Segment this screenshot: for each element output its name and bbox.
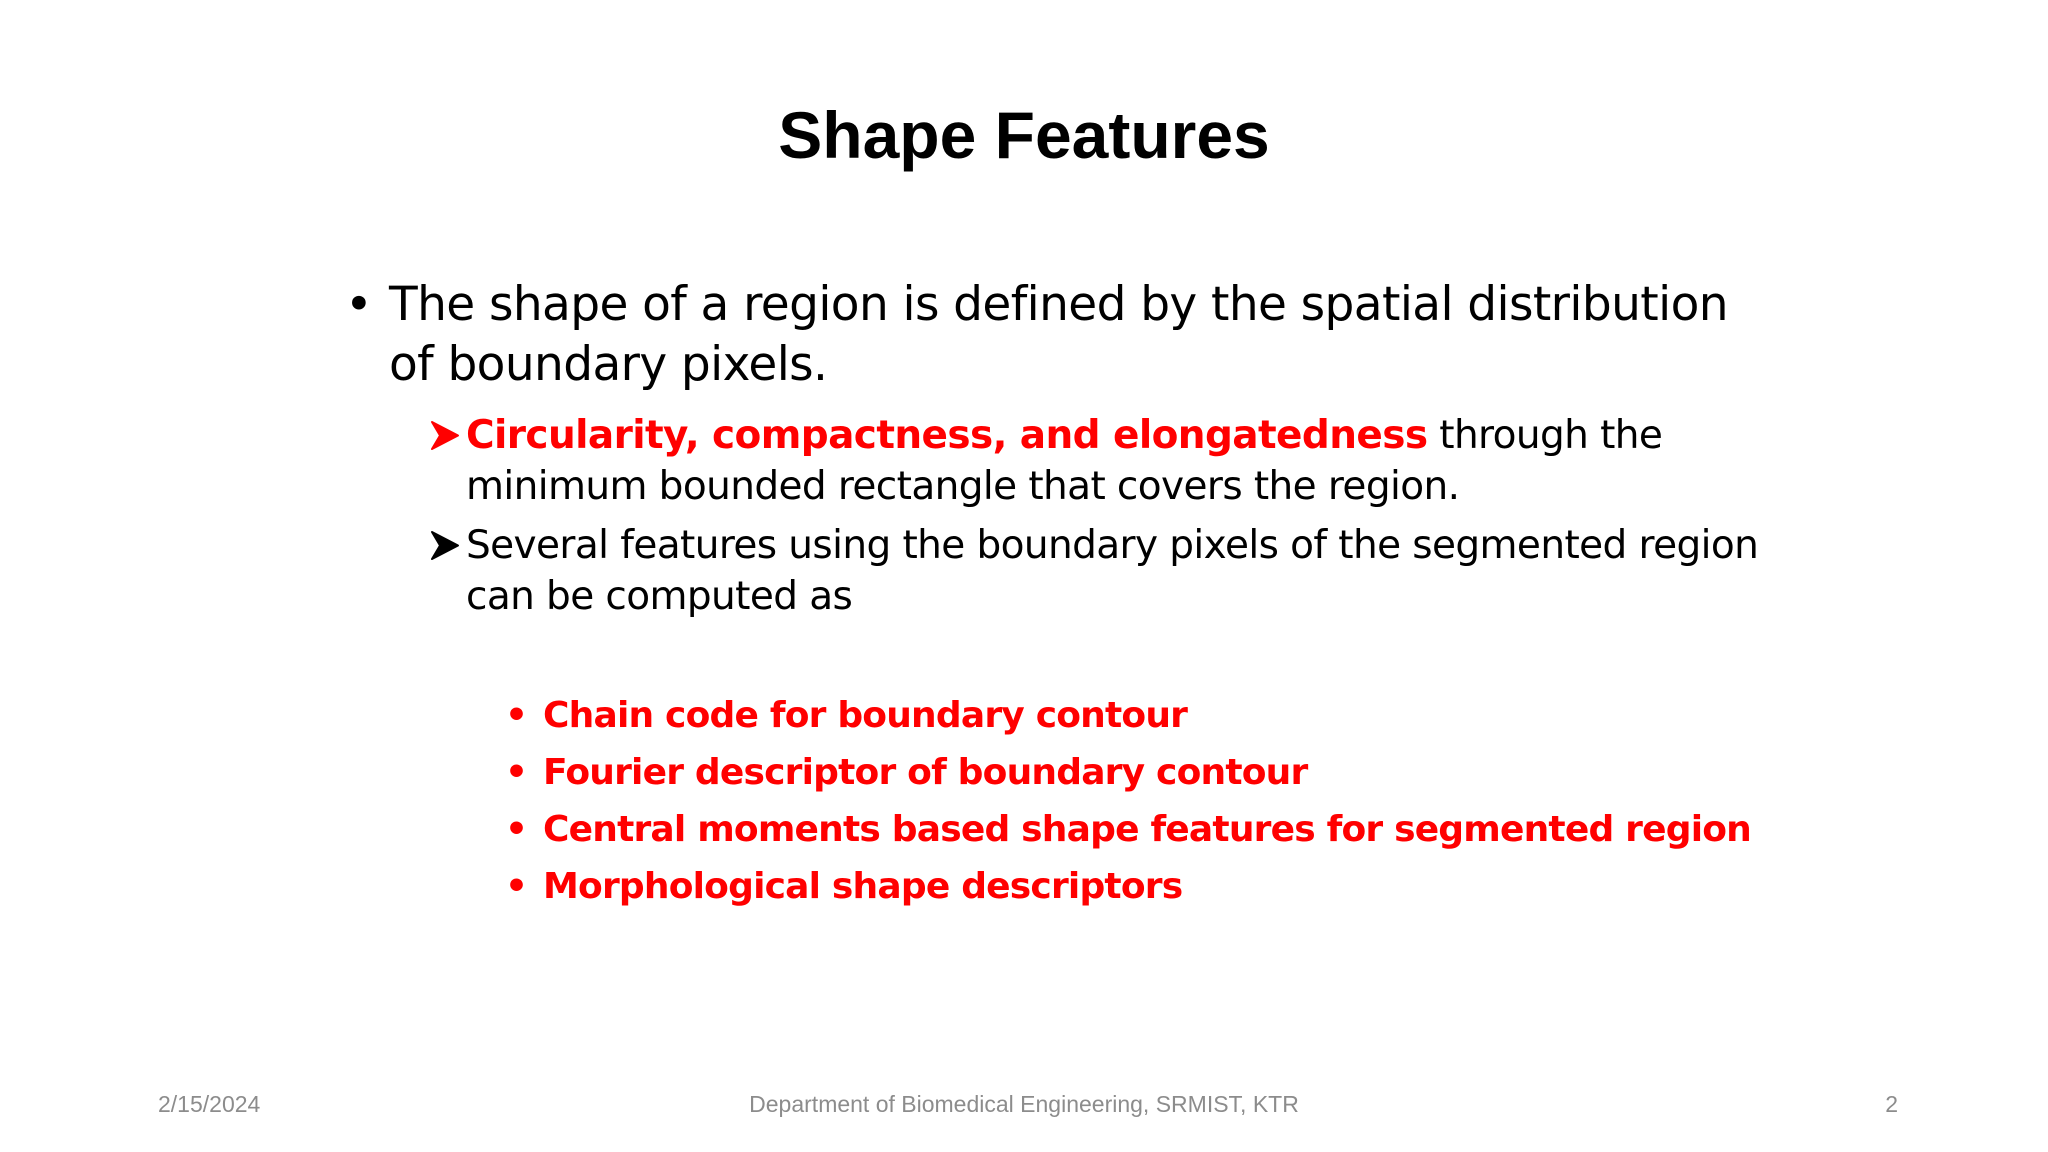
bullet-dot-icon: •	[505, 752, 529, 793]
main-bullet	[345, 275, 1745, 395]
sub-bullet-circularity	[428, 410, 1828, 512]
arrowhead-bullet-icon	[428, 520, 464, 571]
arrowhead-bullet-icon	[428, 410, 464, 461]
feature-item	[505, 749, 1805, 797]
sub-bullet-text: Several features using the boundary pixels of the segmented region can be computed as	[466, 523, 1759, 619]
feature-item-text: Morphological shape descriptors	[543, 866, 1183, 907]
feature-item	[505, 692, 1805, 740]
footer-department: Department of Biomedical Engineering, SRMIST, KTR	[749, 1091, 1299, 1117]
footer-date: 2/15/2024	[158, 1091, 261, 1117]
sub-bullet-features	[428, 520, 1828, 622]
feature-item-text: Central moments based shape features for segmented region	[543, 809, 1752, 850]
slide-title: Shape Features	[778, 98, 1270, 172]
bullet-dot-icon: •	[505, 866, 529, 907]
bullet-dot-icon: •	[505, 809, 529, 850]
feature-item-text: Fourier descriptor of boundary contour	[543, 752, 1308, 793]
footer-page-number: 2	[1885, 1091, 1898, 1117]
sub-bullet-rest: through the minimum bounded rectangle that covers the region.	[466, 413, 1663, 509]
feature-item-text: Chain code for boundary contour	[543, 695, 1188, 736]
feature-item	[505, 806, 1805, 854]
main-bullet-text: The shape of a region is defined by the spatial distribution of boundary pixels.	[389, 277, 1728, 392]
bullet-dot-icon: •	[345, 277, 373, 332]
bullet-dot-icon: •	[505, 695, 529, 736]
feature-item	[505, 863, 1805, 911]
sub-bullet-text	[466, 410, 1828, 512]
sub-bullet-highlight: Circularity, compactness, and elongatedness	[466, 413, 1428, 458]
